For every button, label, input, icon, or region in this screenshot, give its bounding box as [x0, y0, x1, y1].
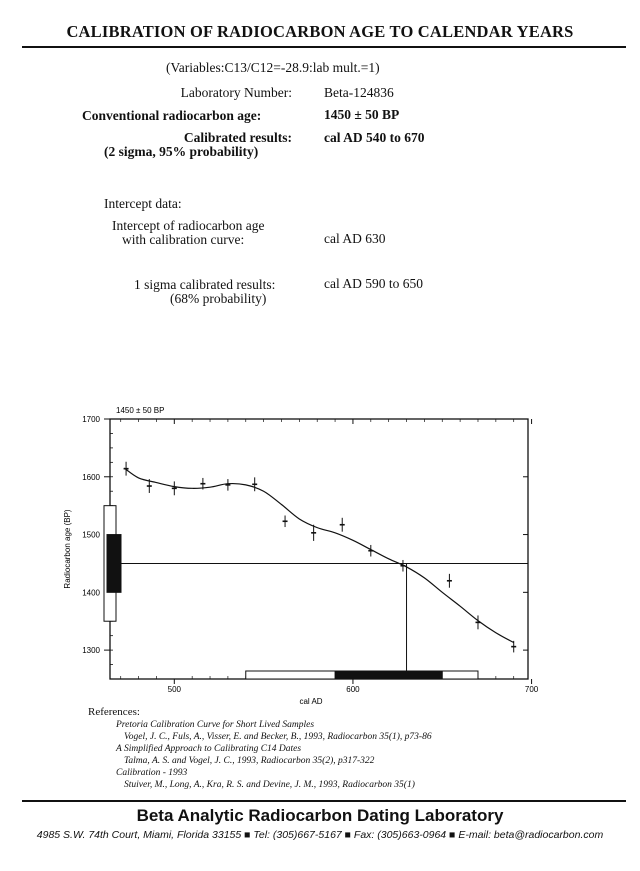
reference-citation-2: Talma, A. S. and Vogel, J. C., 1993, Radiocarbon 35(2), p317-322	[124, 756, 375, 766]
calibrated-label: Calibrated results:	[183, 130, 292, 145]
conv-age-value: 1450 ± 50 BP	[324, 107, 400, 122]
footer-rule	[22, 800, 626, 802]
conv-age-label: Conventional radiocarbon age:	[82, 108, 262, 123]
lab-name: Beta Analytic Radiocarbon Dating Laboratory	[136, 806, 504, 825]
y-tick-label: 1600	[82, 472, 100, 482]
y-tick-label: 1300	[82, 646, 100, 656]
calibrated-value: cal AD 540 to 670	[324, 130, 425, 145]
reference-citation-1: Vogel, J. C., Fuls, A., Visser, E. and Becker, B., 1993, Radiocarbon 35(1), p73-86	[124, 732, 432, 742]
x-tick-label: 500	[167, 685, 181, 694]
plot-frame	[110, 419, 528, 679]
calibrated-sublabel: (2 sigma, 95% probability)	[104, 144, 259, 159]
lab-number-value: Beta-124836	[324, 85, 394, 100]
intercept-heading: Intercept data:	[104, 196, 182, 211]
intercept-sublabel: with calibration curve:	[122, 232, 245, 247]
one-sigma-sublabel: (68% probability)	[170, 291, 267, 306]
calibration-chart	[0, 395, 640, 715]
intercept-value: cal AD 630	[324, 231, 386, 246]
reference-title-2: A Simplified Approach to Calibrating C14 Dates	[116, 744, 302, 754]
y-tick-label: 1500	[82, 530, 100, 540]
references-heading: References:	[88, 706, 140, 718]
one-sigma-label: 1 sigma calibrated results:	[134, 277, 276, 292]
calibration-curve	[124, 468, 513, 642]
header-rule	[22, 46, 626, 48]
intercept-label: Intercept of radiocarbon age	[112, 218, 265, 233]
lab-address: 4985 S.W. 74th Court, Miami, Florida 33155 ■ Tel: (305)667-5167 ■ Fax: (305)663-0964 ■ E-mail: beta@radiocarbon.com	[36, 829, 604, 841]
lab-number-label: Laboratory Number:	[180, 85, 292, 100]
page-title: CALIBRATION OF RADIOCARBON AGE TO CALENDAR YEARS	[66, 22, 574, 41]
variables-text: (Variables:C13/C12=-28.9:lab mult.=1)	[166, 60, 380, 75]
y-axis-label: Radiocarbon age (BP)	[63, 509, 72, 589]
y-tick-label: 1700	[82, 415, 100, 424]
reference-title-1: Pretoria Calibration Curve for Short Lived Samples	[116, 720, 315, 730]
one-sigma-value: cal AD 590 to 650	[324, 276, 423, 291]
x-tick-label: 700	[524, 685, 539, 694]
range-1sigma-box	[335, 671, 442, 679]
y-tick-label: 1400	[82, 588, 100, 598]
reference-title-3: Calibration - 1993	[116, 768, 188, 778]
reference-citation-3: Stuiver, M., Long, A., Kra, R. S. and Devine, J. M., 1993, Radiocarbon 35(1)	[124, 780, 415, 790]
age-annotation: 1450 ± 50 BP	[116, 406, 165, 415]
x-axis-label: cal AD	[299, 697, 323, 706]
x-tick-label: 600	[346, 685, 360, 694]
